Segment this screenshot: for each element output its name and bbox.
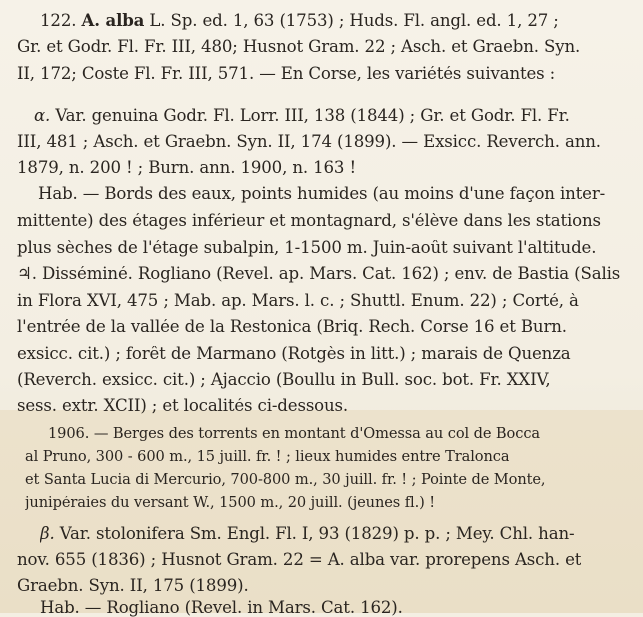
var-alpha-line-1: III, 481 ; Asch. et Graebn. Syn. II, 174 (1899). — Exsicc. Reverch. ann. (17, 134, 601, 151)
hab-line-1: mittente) des étages inférieur et montagnard, s'élève dans les stations (17, 213, 601, 230)
hab-line-2: plus sèches de l'étage subalpin, 1-1500 m. Juin-août suivant l'altitude. (17, 240, 597, 257)
record-line-1: al Pruno, 300 - 600 m., 15 juill. fr. ! ; lieux humides entre Tralonca (25, 450, 510, 465)
hab-line-0: Hab. — Bords des eaux, points humides (au moins d'une façon inter- (38, 186, 606, 203)
var-beta-line-1: nov. 655 (1836) ; Husnot Gram. 22 = A. alba var. prorepens Asch. et (17, 552, 582, 569)
entry-line-0: L. Sp. ed. 1, 63 (1753) ; Huds. Fl. angl. ed. 1, 27 ; (149, 12, 559, 30)
hab-line-8: sess. extr. XCII) ; et localités ci-dessous. (17, 398, 349, 415)
var-beta-line-2: Graebn. Syn. II, 175 (1899). (17, 578, 249, 595)
species-name: A. alba (81, 12, 145, 30)
record-line-2: et Santa Lucia di Mercurio, 700-800 m., 30 juill. fr. ! ; Pointe de Monte, (25, 473, 546, 488)
hab-line-3: ♃. Disséminé. Rogliano (Revel. ap. Mars. Cat. 162) ; env. de Bastia (Salis (17, 266, 621, 283)
entry-line-2: II, 172; Coste Fl. Fr. III, 571. — En Corse, les variétés suivantes : (17, 66, 556, 83)
entry-line-1: Gr. et Godr. Fl. Fr. III, 480; Husnot Gram. 22 ; Asch. et Graebn. Syn. (17, 39, 581, 56)
var-beta-hab-line: Hab. — Rogliano (Revel. in Mars. Cat. 162). (40, 600, 403, 617)
hab-line-4: in Flora XVI, 475 ; Mab. ap. Mars. l. c. ; Shuttl. Enum. 22) ; Corté, à (17, 293, 579, 310)
record-line-0: 1906. — Berges des torrents en montant d'Omessa au col de Bocca (48, 427, 540, 442)
hab-line-7: (Reverch. exsicc. cit.) ; Ajaccio (Boullu in Bull. soc. bot. Fr. XXIV, (17, 372, 551, 389)
record-line-3: junipéraies du versant W., 1500 m., 20 juill. (jeunes fl.) ! (25, 496, 436, 511)
var-beta-marker: β. (40, 526, 55, 543)
var-alpha-line-2: 1879, n. 200 ! ; Burn. ann. 1900, n. 163 ! (17, 160, 356, 177)
var-alpha-line-0: α. Var. genuina Godr. Fl. Lorr. III, 138 (1844) ; Gr. et Godr. Fl. Fr. (34, 108, 570, 125)
hab-line-5: l'entrée de la vallée de la Restonica (Briq. Rech. Corse 16 et Burn. (17, 319, 567, 336)
hab-line-6: exsicc. cit.) ; forêt de Marmano (Rotgès in litt.) ; marais de Quenza (17, 346, 571, 363)
var-alpha-marker: α. (34, 108, 51, 125)
var-beta-line-0: β. Var. stolonifera Sm. Engl. Fl. I, 93 (1829) p. p. ; Mey. Chl. han- (40, 526, 575, 543)
entry-number: 122. (40, 12, 77, 30)
entry-header-line (40, 12, 559, 30)
